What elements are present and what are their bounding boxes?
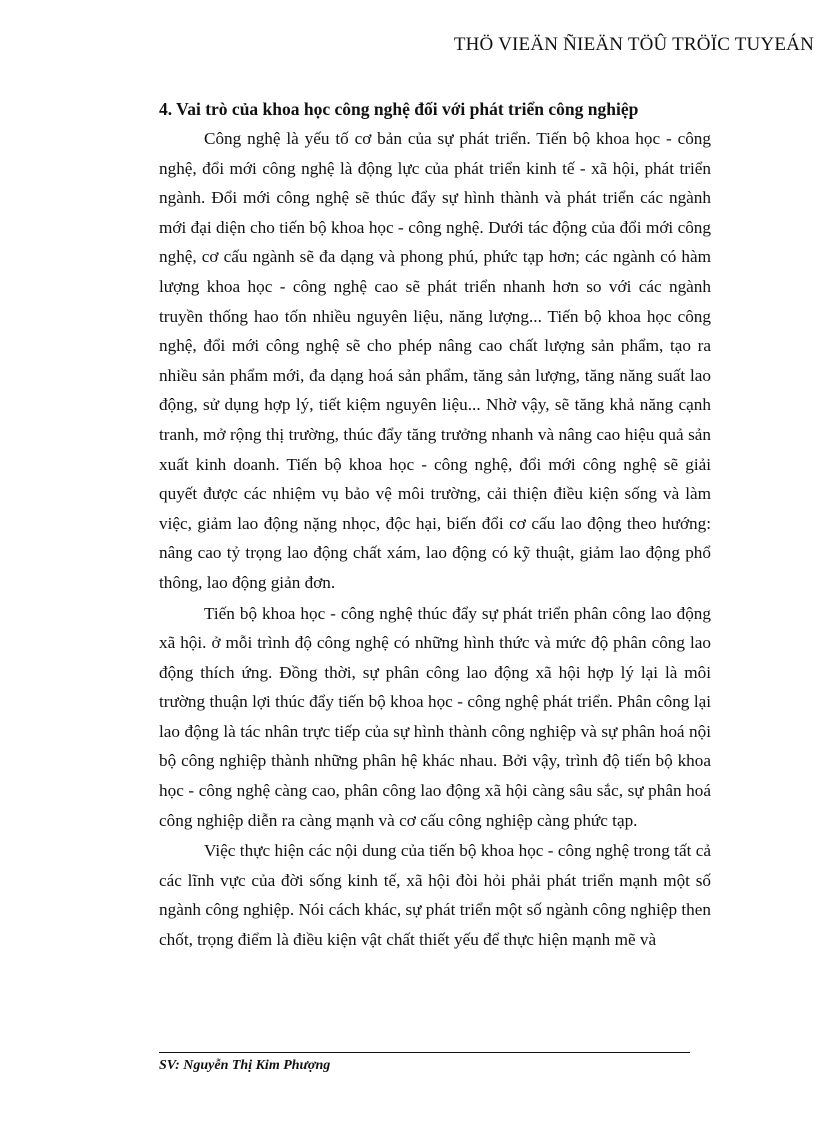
section-heading: 4. Vai trò của khoa học công nghệ đối với phát triển công nghiệp [159,99,639,119]
footer-author: SV: Nguyễn Thị Kim Phượng [159,1058,331,1073]
footer-divider [159,1052,690,1053]
paragraph-2: Tiến bộ khoa học - công nghệ thúc đẩy sự phát triển phân công lao động xã hội. ở mỗi trình độ công nghệ có những hình thức và mức độ phân công lao động thích ứng. Đồng thời, sự phân công lao động xã hội hợp lý lại là môi trường thuận lợi thúc đẩy tiến bộ khoa học - công nghệ phát triển. Phân công lại lao động là tác nhân trực tiếp của sự hình thành công nghiệp và sự phân hoá nội bộ công nghiệp thành những phân hệ khác nhau. Bởi vậy, trình độ tiến bộ khoa học - công nghệ càng cao, phân công lao động xã hội càng sâu sắc, sự phân hoá công nghiệp diễn ra càng mạnh và cơ cấu công nghiệp càng phức tạp. [159,603,711,830]
document-body [159,96,711,956]
page-header-title: THÖ VIEÄN ÑIEÄN TÖÛ TRÖÏC TUYEÁN [453,34,814,55]
paragraph-3: Việc thực hiện các nội dung của tiến bộ khoa học - công nghệ trong tất cả các lĩnh vực của đời sống kinh tế, xã hội đòi hỏi phải phát triển mạnh một số ngành công nghiệp. Nói cách khác, sự phát triển một số ngành công nghiệp then chốt, trọng điểm là điều kiện vật chất thiết yếu để thực hiện mạnh mẽ và [159,841,711,950]
paragraph-1: Công nghệ là yếu tố cơ bản của sự phát triển. Tiến bộ khoa học - công nghệ, đổi mới công nghệ là động lực của phát triển kinh tế - xã hội, phát triển ngành. Đổi mới công nghệ sẽ thúc đẩy sự hình thành và phát triển các ngành mới đại diện cho tiến bộ khoa học - công nghệ. Dưới tác động của đổi mới công nghệ, cơ cấu ngành sẽ đa dạng và phong phú, phức tạp hơn; các ngành có hàm lượng khoa học - công nghệ cao sẽ phát triển nhanh hơn so với các ngành truyền thống hao tốn nhiều nguyên liệu, năng lượng... Tiến bộ khoa học công nghệ, đổi mới công nghệ sẽ cho phép nâng cao chất lượng sản phẩm, tạo ra nhiều sản phẩm mới, đa dạng hoá sản phẩm, tăng sản lượng, tăng năng suất lao động, sử dụng hợp lý, tiết kiệm nguyên liệu... Nhờ vậy, sẽ tăng khả năng cạnh tranh, mở rộng thị trường, thúc đẩy tăng trưởng nhanh và nâng cao hiệu quả sản xuất kinh doanh. Tiến bộ khoa học - công nghệ, đổi mới công nghệ sẽ giải quyết được các nhiệm vụ bảo vệ môi trường, cải thiện điều kiện sống và làm việc, giảm lao động nặng nhọc, độc hại, biến đổi cơ cấu lao động theo hướng: nâng cao tỷ trọng lao động chất xám, lao động có kỹ thuật, giảm lao động phổ thông, lao động giản đơn. [159,129,711,592]
